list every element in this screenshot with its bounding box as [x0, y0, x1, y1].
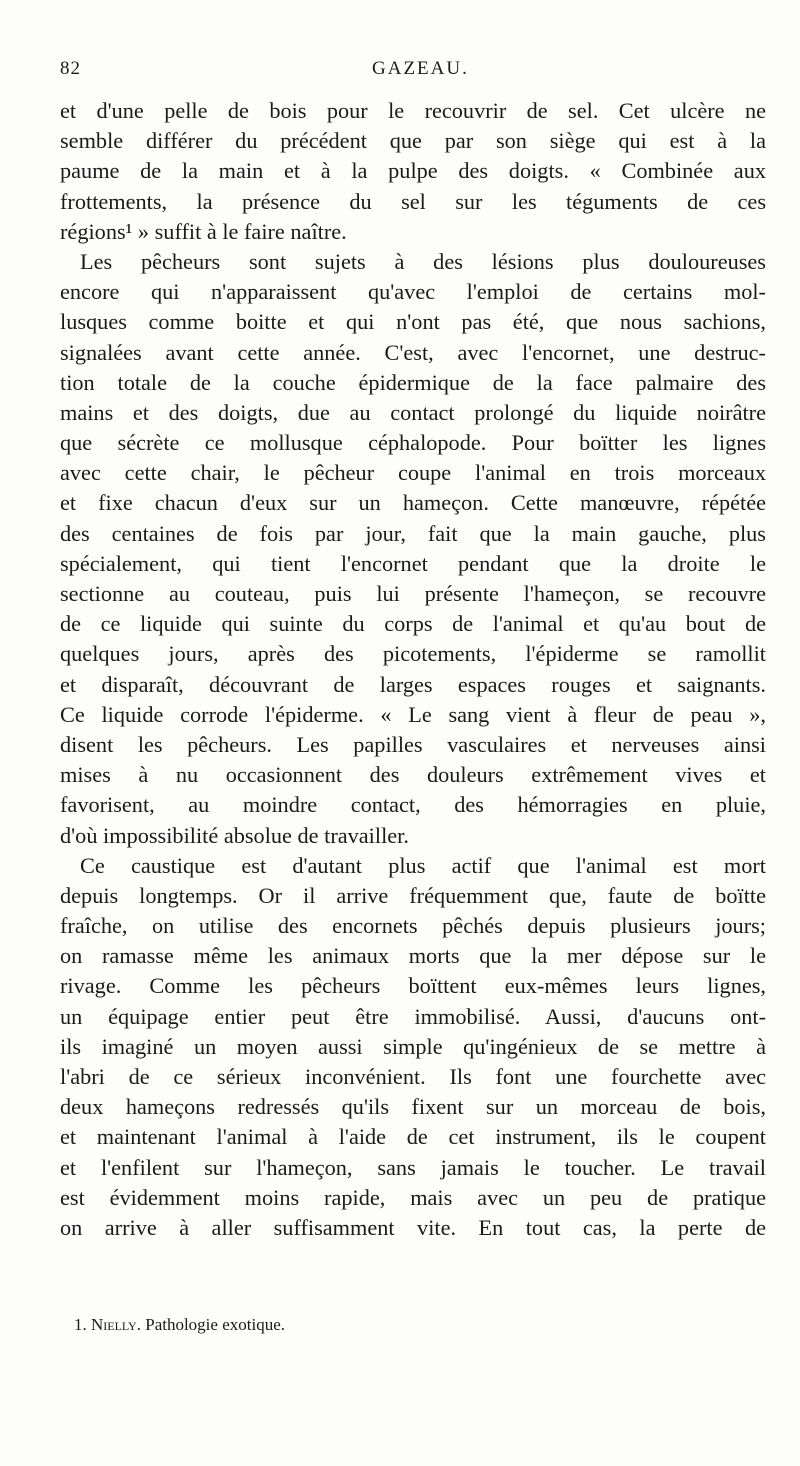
text-line: on ramasse même les animaux morts que la mer dépose sur le — [60, 943, 766, 969]
footnote — [74, 1315, 285, 1335]
text-line: Ce caustique est d'autant plus actif que l'animal est mort — [80, 852, 766, 878]
text-line: un équipage entier peut être immobilisé. Aussi, d'aucuns ont- — [60, 1003, 766, 1029]
text-line: Ce liquide corrode l'épiderme. « Le sang vient à fleur de peau », — [60, 701, 766, 727]
text-line: ils imaginé un moyen aussi simple qu'ingénieux de se mettre à — [60, 1033, 766, 1059]
text-line: Les pêcheurs sont sujets à des lésions plus douloureuses — [80, 248, 766, 274]
text-line: quelques jours, après des picotements, l'épiderme se ramollit — [60, 641, 766, 667]
body-text — [60, 96, 766, 1243]
text-line: deux hameçons redressés qu'ils fixent sur un morceau de bois, — [60, 1094, 766, 1120]
text-line: depuis longtemps. Or il arrive fréquemment que, faute de boïtte — [60, 882, 766, 908]
text-line: frottements, la présence du sel sur les téguments de ces — [60, 188, 766, 214]
text-line: mises à nu occasionnent des douleurs extrêmement vives et — [60, 762, 766, 788]
text-line: tion totale de la couche épidermique de la face palmaire des — [60, 369, 766, 395]
text-line: rivage. Comme les pêcheurs boïttent eux-mêmes leurs lignes, — [60, 973, 766, 999]
text-line: et fixe chacun d'eux sur un hameçon. Cette manœuvre, répétée — [60, 490, 766, 516]
text-line: favorisent, au moindre contact, des hémorragies en pluie, — [60, 792, 766, 818]
text-line: régions¹ » suffit à le faire naître. — [60, 218, 347, 244]
text-line: que sécrète ce mollusque céphalopode. Pour boïtter les lignes — [60, 430, 766, 456]
text-line: semble différer du précédent que par son siège qui est à la — [60, 128, 766, 154]
running-title: GAZEAU. — [372, 58, 469, 79]
text-line: et d'une pelle de bois pour le recouvrir de sel. Cet ulcère ne — [60, 98, 766, 123]
text-line: de ce liquide qui suinte du corps de l'animal et qu'au bout de — [60, 611, 766, 637]
text-line: on arrive à aller suffisamment vite. En tout cas, la perte de — [60, 1214, 766, 1240]
text-line: et l'enfilent sur l'hameçon, sans jamais le toucher. Le travail — [60, 1154, 766, 1180]
text-line: spécialement, qui tient l'encornet pendant que la droite le — [60, 550, 766, 576]
text-line: signalées avant cette année. C'est, avec l'encornet, une destruc- — [60, 339, 766, 365]
running-head — [60, 58, 750, 88]
text-line: sectionne au couteau, puis lui présente l'hameçon, se recouvre — [60, 581, 766, 606]
text-line: est évidemment moins rapide, mais avec un peu de pratique — [60, 1184, 766, 1210]
page-number: 82 — [60, 58, 81, 79]
text-line: d'où impossibilité absolue de travailler. — [60, 822, 409, 848]
footnote-author: Nielly. — [91, 1315, 141, 1334]
text-line: l'abri de ce sérieux inconvénient. Ils font une fourchette avec — [60, 1064, 766, 1089]
text-line: des centaines de fois par jour, fait que la main gauche, plus — [60, 520, 766, 546]
text-line: disent les pêcheurs. Les papilles vasculaires et nerveuses ainsi — [60, 731, 766, 757]
text-line: et maintenant l'animal à l'aide de cet instrument, ils le coupent — [60, 1124, 766, 1150]
text-line: fraîche, on utilise des encornets pêchés depuis plusieurs jours; — [60, 913, 766, 939]
footnote-title: Pathologie exotique. — [145, 1315, 285, 1334]
text-line: et disparaît, découvrant de larges espaces rouges et saignants. — [60, 671, 766, 697]
text-line: lusques comme boitte et qui n'ont pas été, que nous sachions, — [60, 309, 766, 335]
text-line: paume de la main et à la pulpe des doigts. « Combinée aux — [60, 158, 766, 184]
text-line: mains et des doigts, due au contact prolongé du liquide noirâtre — [60, 399, 766, 425]
text-line: avec cette chair, le pêcheur coupe l'animal en trois morceaux — [60, 460, 766, 486]
text-line: encore qui n'apparaissent qu'avec l'emploi de certains mol- — [60, 279, 766, 305]
footnote-marker: 1. — [74, 1315, 87, 1334]
